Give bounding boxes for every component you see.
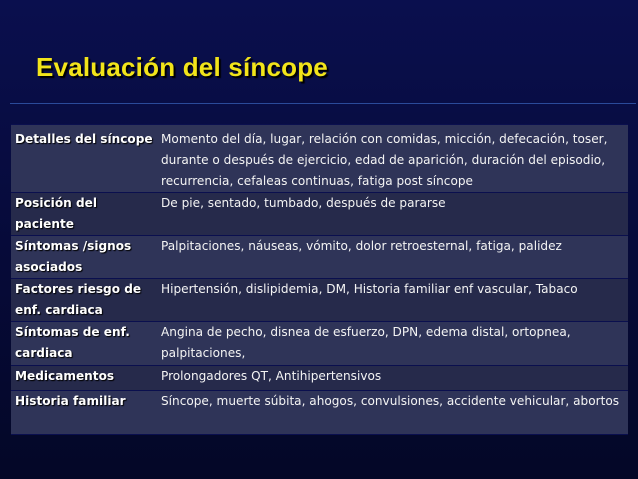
- table-row: [11, 193, 628, 236]
- syncope-evaluation-table: [11, 124, 628, 435]
- table-row: [11, 366, 628, 391]
- row-label: Síntomas /signos asociados: [11, 236, 157, 279]
- row-value: Síncope, muerte súbita, ahogos, convulsiones, accidente vehicular, abortos: [157, 391, 628, 435]
- table-row: [11, 236, 628, 279]
- table-row: [11, 279, 628, 322]
- row-label: Detalles del síncope: [11, 125, 157, 193]
- row-value: Prolongadores QT, Antihipertensivos: [157, 366, 628, 391]
- table-row: [11, 322, 628, 366]
- row-label: Factores riesgo de enf. cardiaca: [11, 279, 157, 322]
- row-value: Momento del día, lugar, relación con comidas, micción, defecación, toser, durante o después de ejercicio, edad de aparición, duración del episodio, recurrencia, cefaleas continuas, fatiga post síncope: [157, 125, 628, 193]
- row-value: De pie, sentado, tumbado, después de pararse: [157, 193, 628, 236]
- row-value: Palpitaciones, náuseas, vómito, dolor retroesternal, fatiga, palidez: [157, 236, 628, 279]
- row-label: Posición del paciente: [11, 193, 157, 236]
- row-value: Hipertensión, dislipidemia, DM, Historia familiar enf vascular, Tabaco: [157, 279, 628, 322]
- slide-title: Evaluación del síncope: [36, 52, 328, 82]
- title-divider: [10, 103, 636, 104]
- row-label: Síntomas de enf. cardiaca: [11, 322, 157, 366]
- row-value: Angina de pecho, disnea de esfuerzo, DPN, edema distal, ortopnea, palpitaciones,: [157, 322, 628, 366]
- table-row: [11, 391, 628, 435]
- table-row: [11, 125, 628, 193]
- row-label: Medicamentos: [11, 366, 157, 391]
- row-label: Historia familiar: [11, 391, 157, 435]
